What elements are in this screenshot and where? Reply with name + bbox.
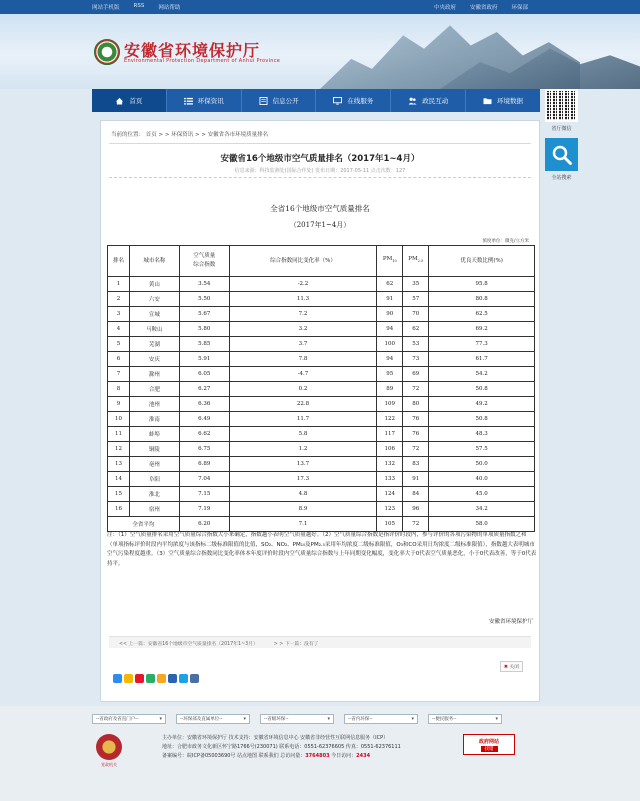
cell-city: 宿州 bbox=[129, 502, 179, 517]
unit-label: 浓度单位：微克/立方米 bbox=[482, 239, 529, 244]
table-row bbox=[108, 442, 535, 457]
cell-pm25: 91 bbox=[403, 472, 429, 487]
table-note: 注：（1）空气质量排名采用空气质量综合指数大小来确定，指数越小表明空气质量越好。（2）空气质量综合指数是指评价时段内，参与评价的各项污染物的单项质量指数之和（单项指标评价时段内平均浓度与该指标二级标准限值的比值，SO₂、NO₂、PM₁₀及PM₂.₅采用年均浓度二级标准限值，O₃和CO采用日均浓度二级标准限值），指数越大表明城市空气污染程度越重。（3）空气质量综合指数同比变化率体本年度评价时段内空气质量综合指数与上年同期变化幅度，变化率大于0代表空气质量恶化，小于0代表改善，等于0代表持平。 bbox=[107, 532, 537, 567]
cell-change: 3.7 bbox=[229, 337, 377, 352]
search-icon bbox=[551, 144, 573, 166]
col-rank: 排名 bbox=[108, 246, 130, 277]
site-search-button[interactable] bbox=[545, 138, 578, 171]
cell-change: -4.7 bbox=[229, 367, 377, 382]
avg-cell: 7.1 bbox=[229, 517, 377, 532]
cell-city: 六安 bbox=[129, 292, 179, 307]
cell-composite: 7.04 bbox=[179, 472, 229, 487]
col-pm10: $PM_{10}$ bbox=[377, 246, 403, 277]
footer-info bbox=[162, 734, 401, 761]
anhui-gov-link[interactable]: 安徽省政府 bbox=[469, 5, 498, 11]
cell-rank: 1 bbox=[108, 277, 130, 292]
avg-cell: 72 bbox=[403, 517, 429, 532]
footer-link-selects bbox=[92, 714, 502, 724]
next-article-link[interactable]: > > 下一篇：没有了 bbox=[273, 642, 319, 647]
cell-pm10: 109 bbox=[377, 397, 403, 412]
breadcrumb: 当前的位置： 首页 > > 环保资讯 > > 安徽省各市环境质量排名 bbox=[111, 132, 269, 138]
cell-city: 滁州 bbox=[129, 367, 179, 382]
nav-disclosure-label: 信息公开 bbox=[272, 97, 299, 105]
cell-pm25: 73 bbox=[403, 352, 429, 367]
emblem-label: 党政机关 bbox=[101, 762, 117, 767]
side-panel bbox=[545, 89, 578, 187]
divider bbox=[109, 143, 531, 144]
cell-city: 黄山 bbox=[129, 277, 179, 292]
cell-pm25: 53 bbox=[403, 337, 429, 352]
table-row bbox=[108, 292, 535, 307]
share-print-icon[interactable] bbox=[190, 674, 199, 683]
cell-pm10: 95 bbox=[377, 367, 403, 382]
home-icon bbox=[115, 97, 124, 105]
cell-pm10: 89 bbox=[377, 382, 403, 397]
divider bbox=[109, 177, 531, 178]
cell-composite: 6.89 bbox=[179, 457, 229, 472]
table-subtitle: （2017年1~4月） bbox=[289, 221, 351, 229]
nav-online-service-label: 在线服务 bbox=[347, 97, 374, 105]
cell-pm10: 90 bbox=[377, 307, 403, 322]
close-icon: ✖ bbox=[503, 665, 508, 670]
cell-excellent: 54.2 bbox=[429, 367, 535, 382]
cell-rank: 5 bbox=[108, 337, 130, 352]
share-wechat-icon[interactable] bbox=[146, 674, 155, 683]
cell-change: 17.3 bbox=[229, 472, 377, 487]
cell-pm10: 132 bbox=[377, 457, 403, 472]
cell-composite: 7.19 bbox=[179, 502, 229, 517]
cell-change: 8.9 bbox=[229, 502, 377, 517]
cell-pm10: 62 bbox=[377, 277, 403, 292]
wechat-qr-code bbox=[545, 89, 578, 122]
cell-change: 7.8 bbox=[229, 352, 377, 367]
today-visits: 2434 bbox=[356, 753, 371, 759]
cell-composite: 6.49 bbox=[179, 412, 229, 427]
table-row bbox=[108, 427, 535, 442]
table-body bbox=[108, 277, 535, 532]
table-row bbox=[108, 457, 535, 472]
help-link[interactable]: 网站帮助 bbox=[158, 5, 181, 11]
gov-badge-title: 政府网站 bbox=[478, 738, 499, 745]
cell-change: -2.2 bbox=[229, 277, 377, 292]
nav-env-data-label: 环境数据 bbox=[497, 97, 524, 105]
mobile-version-link[interactable]: 网站手机版 bbox=[92, 5, 120, 11]
col-city: 城市名称 bbox=[129, 246, 179, 277]
cell-city: 铜陵 bbox=[129, 442, 179, 457]
nav-online-service[interactable] bbox=[316, 89, 391, 112]
table-row bbox=[108, 502, 535, 517]
table-row bbox=[108, 277, 535, 292]
cell-rank: 13 bbox=[108, 457, 130, 472]
gov-site-error-report[interactable] bbox=[463, 734, 515, 755]
table-row bbox=[108, 322, 535, 337]
central-gov-link[interactable]: 中央政府 bbox=[433, 5, 456, 11]
cell-excellent: 50.8 bbox=[429, 412, 535, 427]
select-mep-units[interactable]: --环保部及直属单位-- ▾ bbox=[176, 714, 250, 724]
nav-interaction[interactable] bbox=[391, 89, 466, 112]
close-button[interactable] bbox=[500, 661, 523, 672]
avg-cell: 6.20 bbox=[179, 517, 229, 532]
cell-city: 安庆 bbox=[129, 352, 179, 367]
col-pm25: $PM_{2.5}$ bbox=[403, 246, 429, 277]
cell-excellent: 50.8 bbox=[429, 382, 535, 397]
cell-change: 4.8 bbox=[229, 487, 377, 502]
cell-rank: 14 bbox=[108, 472, 130, 487]
cell-composite: 5.85 bbox=[179, 337, 229, 352]
table-row bbox=[108, 412, 535, 427]
monitor-icon bbox=[333, 97, 342, 105]
cell-pm25: 76 bbox=[403, 412, 429, 427]
cell-composite: 6.75 bbox=[179, 442, 229, 457]
cell-pm25: 62 bbox=[403, 322, 429, 337]
cell-pm25: 96 bbox=[403, 502, 429, 517]
cell-rank: 7 bbox=[108, 367, 130, 382]
cell-pm25: 72 bbox=[403, 442, 429, 457]
footer-line-3: 备案编号：皖ICP备05003690号 站点地图 联系我们 总访问量：3764803 今日访问：2434 bbox=[162, 753, 371, 759]
cell-city: 蚌埠 bbox=[129, 427, 179, 442]
folder-icon bbox=[483, 97, 492, 105]
cell-rank: 2 bbox=[108, 292, 130, 307]
search-label: 全站搜索 bbox=[551, 175, 572, 181]
cell-rank: 8 bbox=[108, 382, 130, 397]
share-weibo-icon[interactable] bbox=[135, 674, 144, 683]
cell-pm25: 35 bbox=[403, 277, 429, 292]
cell-composite: 5.67 bbox=[179, 307, 229, 322]
cell-excellent: 69.2 bbox=[429, 322, 535, 337]
cell-change: 22.8 bbox=[229, 397, 377, 412]
cell-pm25: 69 bbox=[403, 367, 429, 382]
cell-pm25: 57 bbox=[403, 292, 429, 307]
cell-pm10: 123 bbox=[377, 502, 403, 517]
cell-change: 1.2 bbox=[229, 442, 377, 457]
cell-pm25: 83 bbox=[403, 457, 429, 472]
avg-cell: 105 bbox=[377, 517, 403, 532]
nav-home-label: 首页 bbox=[129, 97, 143, 105]
share-tencent-icon[interactable] bbox=[179, 674, 188, 683]
col-composite: 空气质量 综合指数 bbox=[179, 246, 229, 277]
document-icon bbox=[259, 97, 268, 105]
table-row bbox=[108, 487, 535, 502]
cell-rank: 6 bbox=[108, 352, 130, 367]
cell-change: 5.8 bbox=[229, 427, 377, 442]
share-qzone-icon[interactable] bbox=[157, 674, 166, 683]
cell-pm10: 91 bbox=[377, 292, 403, 307]
cell-pm10: 124 bbox=[377, 487, 403, 502]
cell-excellent: 50.0 bbox=[429, 457, 535, 472]
cell-city: 亳州 bbox=[129, 457, 179, 472]
article-title: 安徽省16个地级市空气质量排名（2017年1~4月） bbox=[220, 154, 420, 164]
cell-pm10: 133 bbox=[377, 472, 403, 487]
cell-composite: 3.54 bbox=[179, 277, 229, 292]
qr-label: 省厅微信 bbox=[551, 126, 572, 132]
header-banner bbox=[0, 14, 640, 89]
cell-excellent: 40.0 bbox=[429, 472, 535, 487]
table-title: 全省16个地级市空气质量排名 bbox=[270, 204, 370, 213]
signature: 安徽省环境保护厅 bbox=[488, 619, 533, 625]
cell-city: 合肥 bbox=[129, 382, 179, 397]
top-right-links bbox=[434, 3, 528, 11]
site-subtitle: Environmental Protection Department of Anhui Province bbox=[124, 58, 281, 64]
nav-news-label: 环保资讯 bbox=[197, 97, 224, 105]
table-row bbox=[108, 397, 535, 412]
main-nav bbox=[92, 89, 540, 112]
cell-change: 13.7 bbox=[229, 457, 377, 472]
cell-excellent: 48.3 bbox=[429, 427, 535, 442]
rss-link[interactable]: RSS bbox=[133, 3, 145, 9]
share-bar bbox=[113, 674, 199, 683]
share-favorite-icon[interactable] bbox=[124, 674, 133, 683]
share-renren-icon[interactable] bbox=[168, 674, 177, 683]
department-logo[interactable] bbox=[94, 39, 120, 65]
cell-change: 11.7 bbox=[229, 412, 377, 427]
cell-rank: 10 bbox=[108, 412, 130, 427]
select-provincial-gov[interactable]: --省政府及省直门户-- ▾ bbox=[92, 714, 166, 724]
cell-pm25: 70 bbox=[403, 307, 429, 322]
table-header-row bbox=[108, 246, 535, 277]
cell-pm10: 100 bbox=[377, 337, 403, 352]
cell-excellent: 49.2 bbox=[429, 397, 535, 412]
footer-line-2: 地址：合肥市政务文化新区怀宁路1766号(230071) 联系电话：0551-62376605 传真：0551-62376111 bbox=[162, 744, 401, 750]
cell-composite: 5.80 bbox=[179, 322, 229, 337]
party-gov-emblem[interactable] bbox=[96, 734, 122, 760]
table-average-row bbox=[108, 517, 535, 532]
cell-excellent: 57.5 bbox=[429, 442, 535, 457]
nav-disclosure[interactable] bbox=[242, 89, 317, 112]
cell-composite: 6.05 bbox=[179, 367, 229, 382]
cell-rank: 3 bbox=[108, 307, 130, 322]
cell-excellent: 45.0 bbox=[429, 487, 535, 502]
cell-city: 阜阳 bbox=[129, 472, 179, 487]
avg-cell: 58.0 bbox=[429, 517, 535, 532]
share-more-icon[interactable] bbox=[113, 674, 122, 683]
cell-pm10: 106 bbox=[377, 442, 403, 457]
cell-rank: 9 bbox=[108, 397, 130, 412]
cell-pm10: 94 bbox=[377, 322, 403, 337]
top-bar bbox=[0, 0, 640, 14]
cell-city: 芜湖 bbox=[129, 337, 179, 352]
gov-badge-action: 找错 bbox=[481, 746, 498, 752]
cell-composite: 6.62 bbox=[179, 427, 229, 442]
people-icon bbox=[408, 97, 417, 105]
nav-home[interactable] bbox=[92, 89, 167, 112]
cell-excellent: 61.7 bbox=[429, 352, 535, 367]
cell-composite: 6.27 bbox=[179, 382, 229, 397]
prev-article-link[interactable]: << 上一篇：安徽省16个地级市空气质量排名（2017年1~3月） bbox=[119, 642, 258, 647]
prev-next-bar bbox=[109, 636, 531, 648]
site-title: 安徽省环境保护厅 bbox=[124, 41, 261, 60]
cell-composite: 6.36 bbox=[179, 397, 229, 412]
cell-pm10: 94 bbox=[377, 352, 403, 367]
cell-pm10: 122 bbox=[377, 412, 403, 427]
table-row bbox=[108, 337, 535, 352]
total-visits: 3764803 bbox=[305, 753, 330, 759]
table-row bbox=[108, 352, 535, 367]
cell-city: 宣城 bbox=[129, 307, 179, 322]
ranking-table bbox=[107, 245, 535, 532]
cell-excellent: 77.3 bbox=[429, 337, 535, 352]
col-change: 综合指数同比变化率（%） bbox=[229, 246, 377, 277]
list-icon bbox=[184, 97, 193, 105]
cell-pm25: 80 bbox=[403, 397, 429, 412]
cell-excellent: 80.8 bbox=[429, 292, 535, 307]
cell-rank: 4 bbox=[108, 322, 130, 337]
mep-link[interactable]: 环保部 bbox=[511, 5, 528, 11]
cell-change: 7.2 bbox=[229, 307, 377, 322]
cell-city: 马鞍山 bbox=[129, 322, 179, 337]
footer-line-1: 主办单位：安徽省环境保护厅 技术支持：安徽省环境信息中心 安徽省非经营性互联网信息服务（ICP） bbox=[162, 735, 389, 741]
footer bbox=[0, 706, 640, 801]
cell-composite: 5.91 bbox=[179, 352, 229, 367]
article-meta: 信息来源：科技监测处(国际合作处) 发布日期：2017-05-11 点击次数：127 bbox=[234, 168, 406, 174]
cell-change: 0.2 bbox=[229, 382, 377, 397]
top-left-links bbox=[92, 3, 180, 11]
cell-composite: 5.50 bbox=[179, 292, 229, 307]
cell-pm10: 117 bbox=[377, 427, 403, 442]
cell-excellent: 95.8 bbox=[429, 277, 535, 292]
cell-change: 3.2 bbox=[229, 322, 377, 337]
cell-pm25: 72 bbox=[403, 382, 429, 397]
close-label: 关闭 bbox=[509, 665, 519, 670]
cell-pm25: 76 bbox=[403, 427, 429, 442]
cell-rank: 16 bbox=[108, 502, 130, 517]
cell-rank: 11 bbox=[108, 427, 130, 442]
table-row bbox=[108, 472, 535, 487]
cell-excellent: 34.2 bbox=[429, 502, 535, 517]
table-row bbox=[108, 307, 535, 322]
nav-env-data[interactable] bbox=[466, 89, 540, 112]
select-convenience[interactable]: --便民服务-- ▾ bbox=[428, 714, 502, 724]
table-row bbox=[108, 367, 535, 382]
cell-rank: 12 bbox=[108, 442, 130, 457]
nav-news[interactable] bbox=[167, 89, 242, 112]
select-provincial-env[interactable]: --省级环保-- ▾ bbox=[260, 714, 334, 724]
table-row bbox=[108, 382, 535, 397]
cell-city: 池州 bbox=[129, 397, 179, 412]
col-excellent: 优良天数比例(%) bbox=[429, 246, 535, 277]
select-in-province-env[interactable]: --省内环保-- ▾ bbox=[344, 714, 418, 724]
nav-interaction-label: 政民互动 bbox=[422, 97, 449, 105]
avg-cell: 全省平均 bbox=[108, 517, 180, 532]
cell-change: 11.3 bbox=[229, 292, 377, 307]
cell-city: 淮南 bbox=[129, 412, 179, 427]
cell-composite: 7.15 bbox=[179, 487, 229, 502]
cell-rank: 15 bbox=[108, 487, 130, 502]
cell-excellent: 62.5 bbox=[429, 307, 535, 322]
cell-city: 淮北 bbox=[129, 487, 179, 502]
article-panel bbox=[100, 120, 540, 702]
cell-pm25: 84 bbox=[403, 487, 429, 502]
